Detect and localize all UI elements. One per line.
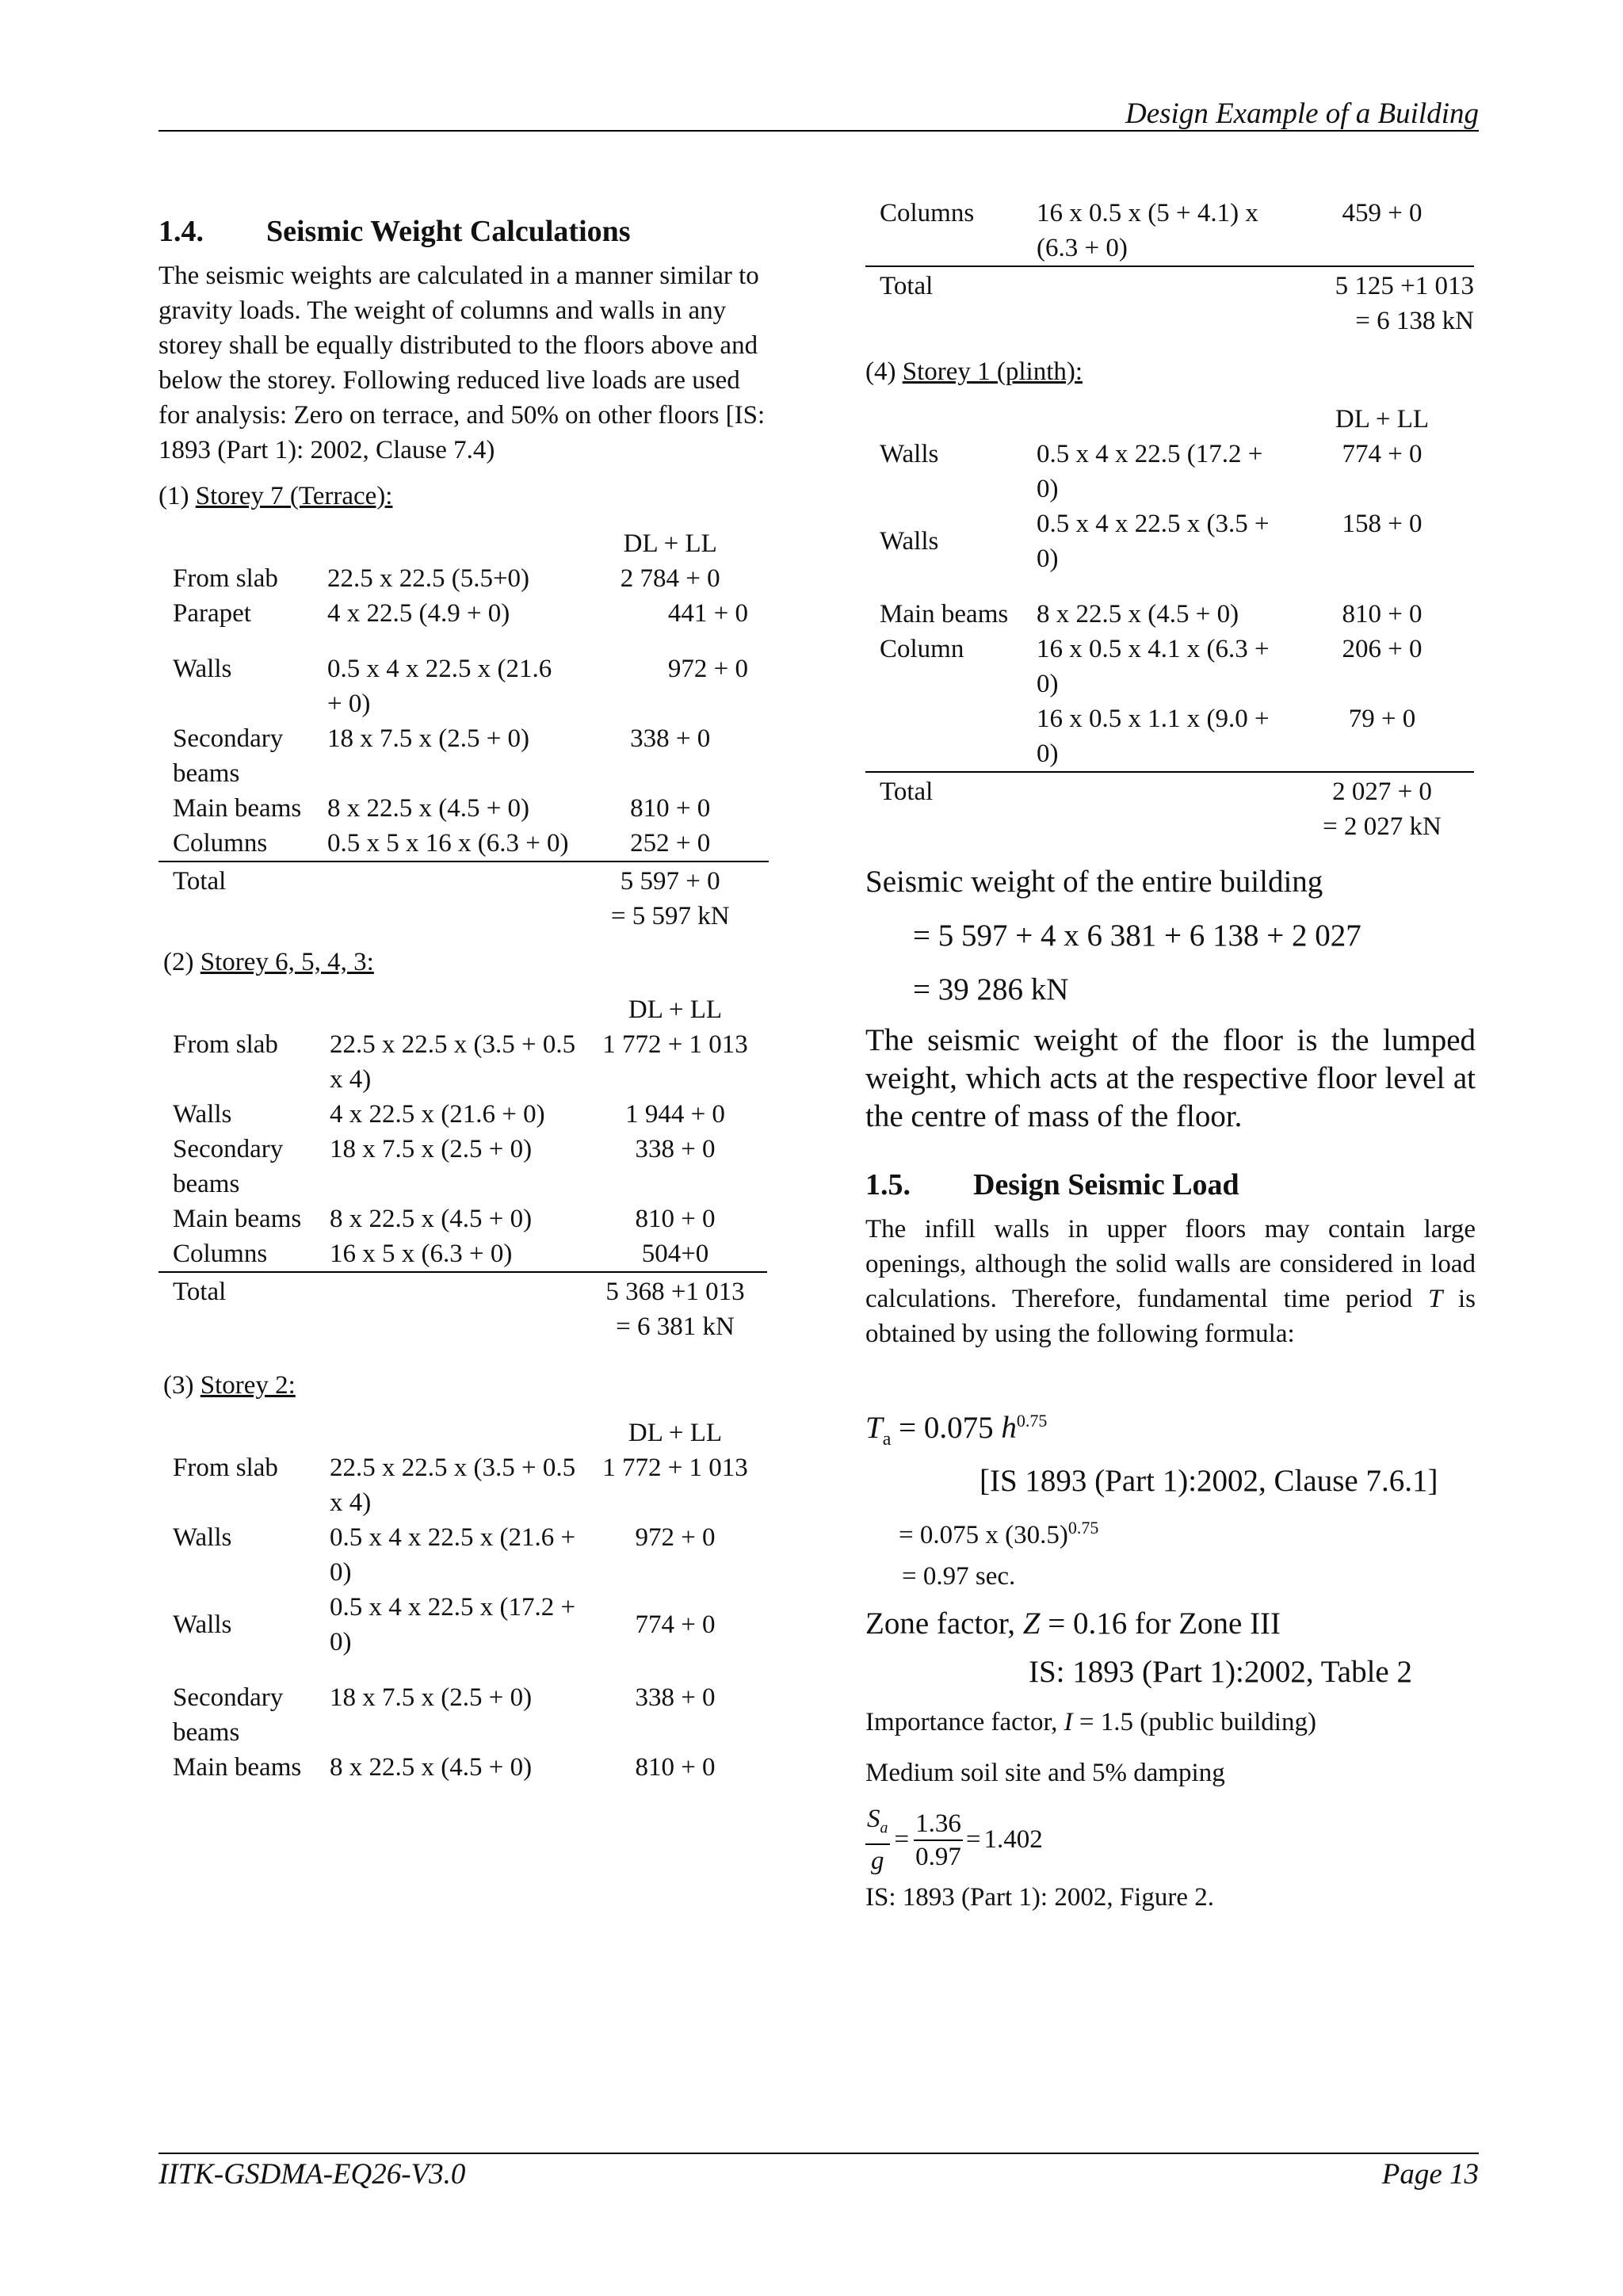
storey2-table-part1 [158, 1411, 767, 1785]
table-row: Walls 0.5 x 4 x 22.5 x (21.6 + 0) 972 + 0 [173, 1523, 716, 1587]
table-row: From slab 22.5 x 22.5 x (3.5 + 0.5 x 4) 1 772 + 1 013 [173, 1454, 748, 1517]
storey2-heading: (3) Storey 2: [163, 1371, 296, 1400]
table-row: From slab 22.5 x 22.5 x (3.5 + 0.5 x 4) 1 772 + 1 013 [173, 1030, 748, 1094]
summary-heading: Seismic weight of the entire building [865, 865, 1323, 899]
table-header-row [158, 988, 767, 1027]
zone-reference: IS: 1893 (Part 1):2002, Table 2 [1029, 1654, 1412, 1689]
left-column [158, 214, 769, 1785]
storey6543-table [158, 988, 767, 1344]
table-total-row: Total 5 597 + 0 = 5 597 kN [158, 861, 769, 934]
section-number: 1.5. [865, 1168, 911, 1201]
col-header: DL + LL [1335, 405, 1430, 434]
ta-formula: $T_a = 0.075$ $h^{0.75}$ [865, 1411, 1048, 1450]
ta-calc2: = 0.97 sec. [902, 1561, 1016, 1591]
table-row: Columns 0.5 x 5 x 16 x (6.3 + 0) 252 + 0 [173, 829, 711, 858]
section-1-5-paragraph: The infill walls in upper floors may contain large openings, although the solid walls are considered in load calculations. Therefore, fundamental time period T is obtained by using the following formula: [865, 1215, 1476, 1348]
table-row: Walls 0.5 x 4 x 22.5 x (21.6 + 0) 972 + 0 [173, 655, 748, 718]
section-title: Design Seismic Load [973, 1168, 1239, 1201]
table-header-row [865, 397, 1474, 437]
table-row: Column 16 x 0.5 x 4.1 x (6.3 + 0) 206 + 0 [880, 635, 1423, 698]
col-header: DL + LL [623, 529, 717, 558]
table-row: Secondary beams 18 x 7.5 x (2.5 + 0) 338 + 0 [173, 1683, 716, 1747]
table-header-row [158, 521, 769, 561]
sa-g-fraction: $\frac{S_a}{g}$ [867, 1804, 888, 1876]
figure-reference: IS: 1893 (Part 1): 2002, Figure 2. [865, 1883, 1214, 1912]
zone-factor: Zone factor, Z = 0.16 for Zone III [865, 1606, 1281, 1641]
storey2-table-part2 [865, 196, 1474, 338]
storey-label: Storey 6, 5, 4, 3: [200, 948, 374, 976]
section-1-4-heading [158, 214, 769, 249]
footer-doc-id: IITK-GSDMA-EQ26-V3.0 [158, 2158, 466, 2191]
summary-eq1: = 5 597 + 4 x 6 381 + 6 138 + 2 027 [913, 919, 1361, 953]
section-1-4-intro: The seismic weights are calculated in a manner similar to gravity loads. The weight of columns and walls in any storey shall be equally distributed to the floors above and below the storey. Following reduced live loads are used for analysis: Zero on terrace, and 50% on other floors [IS: 1893 (Part 1): 2002, Clause 7.4) [158, 262, 766, 464]
ta-reference: [IS 1893 (Part 1):2002, Clause 7.6.1] [980, 1463, 1438, 1498]
table-row: Walls 0.5 x 4 x 22.5 (17.2 + 0) 774 + 0 [880, 440, 1423, 503]
storey-label: Storey 1 (plinth): [902, 357, 1083, 386]
table-row: Main beams 8 x 22.5 x (4.5 + 0) 810 + 0 [880, 600, 1423, 628]
running-header: Design Example of a Building [1125, 97, 1479, 130]
footer-page-number: Page 13 [1381, 2158, 1479, 2191]
sa-formula: $\frac{S_a}{g}$ = $\frac{1.36}{0.97}$ = 1.402 [867, 1804, 1043, 1876]
table-row: 16 x 0.5 x 1.1 x (9.0 + 0) 79 + 0 [1037, 705, 1416, 768]
ta-calc1: = 0.075 x $(30.5)^{0.75}$ [899, 1517, 1099, 1549]
table-row: Main beams 8 x 22.5 x (4.5 + 0) 810 + 0 [173, 1205, 716, 1233]
col-header: DL + LL [628, 1419, 723, 1447]
table-header-row [158, 1411, 767, 1450]
section-title: Seismic Weight Calculations [266, 215, 631, 248]
table-row: Columns 16 x 0.5 x (5 + 4.1) x (6.3 + 0) 459 + 0 [880, 199, 1423, 262]
section-number: 1.4. [158, 215, 204, 248]
storey-label: Storey 2: [200, 1371, 296, 1400]
storey7-heading: (1) Storey 7 (Terrace): [158, 482, 393, 510]
table-row: Main beams 8 x 22.5 x (4.5 + 0) 810 + 0 [173, 1753, 716, 1782]
footer-rule [158, 2153, 1479, 2154]
section-1-5-heading [865, 1167, 1476, 1202]
storey6543-heading: (2) Storey 6, 5, 4, 3: [163, 948, 374, 976]
table-row: From slab 22.5 x 22.5 (5.5+0) 2 784 + 0 [173, 564, 720, 593]
table-total-row: Total 5 368 +1 013 = 6 381 kN [158, 1272, 767, 1344]
header-rule [158, 130, 1479, 132]
table-row: Main beams 8 x 22.5 x (4.5 + 0) 810 + 0 [173, 794, 711, 823]
right-column [865, 196, 1476, 1915]
storey1-table [865, 397, 1474, 844]
storey1-heading: (4) Storey 1 (plinth): [865, 357, 1083, 386]
table-row: Walls 0.5 x 4 x 22.5 x (3.5 + 0) 158 + 0 [880, 510, 1423, 573]
value-fraction: $\frac{1.36}{0.97}$ [915, 1809, 961, 1871]
table-total-row: Total 5 125 +1 013 = 6 138 kN [865, 266, 1474, 338]
table-total-row: Total 2 027 + 0 = 2 027 kN [865, 772, 1474, 844]
storey7-table [158, 521, 769, 934]
soil-site: Medium soil site and 5% damping [865, 1758, 1225, 1787]
table-row: Walls 4 x 22.5 x (21.6 + 0) 1 944 + 0 [173, 1100, 725, 1129]
sa-result: 1.402 [983, 1825, 1043, 1855]
summary-eq2: = 39 286 kN [913, 972, 1069, 1007]
table-row: Walls 0.5 x 4 x 22.5 x (17.2 + 0) 774 + 0 [173, 1593, 716, 1656]
importance-factor: Importance factor, I = 1.5 (public building) [865, 1707, 1316, 1736]
table-row: Columns 16 x 5 x (6.3 + 0) 504+0 [173, 1240, 709, 1268]
storey-label: Storey 7 (Terrace): [195, 482, 393, 510]
summary-paragraph: The seismic weight of the floor is the lumped weight, which acts at the respective floor level at the centre of mass of the floor. [865, 1023, 1476, 1133]
col-header: DL + LL [628, 995, 723, 1024]
table-row: Secondary beams 18 x 7.5 x (2.5 + 0) 338 + 0 [173, 724, 711, 788]
table-row: Secondary beams 18 x 7.5 x (2.5 + 0) 338 + 0 [173, 1135, 716, 1198]
table-row: Parapet 4 x 22.5 (4.9 + 0) 441 + 0 [173, 599, 748, 628]
